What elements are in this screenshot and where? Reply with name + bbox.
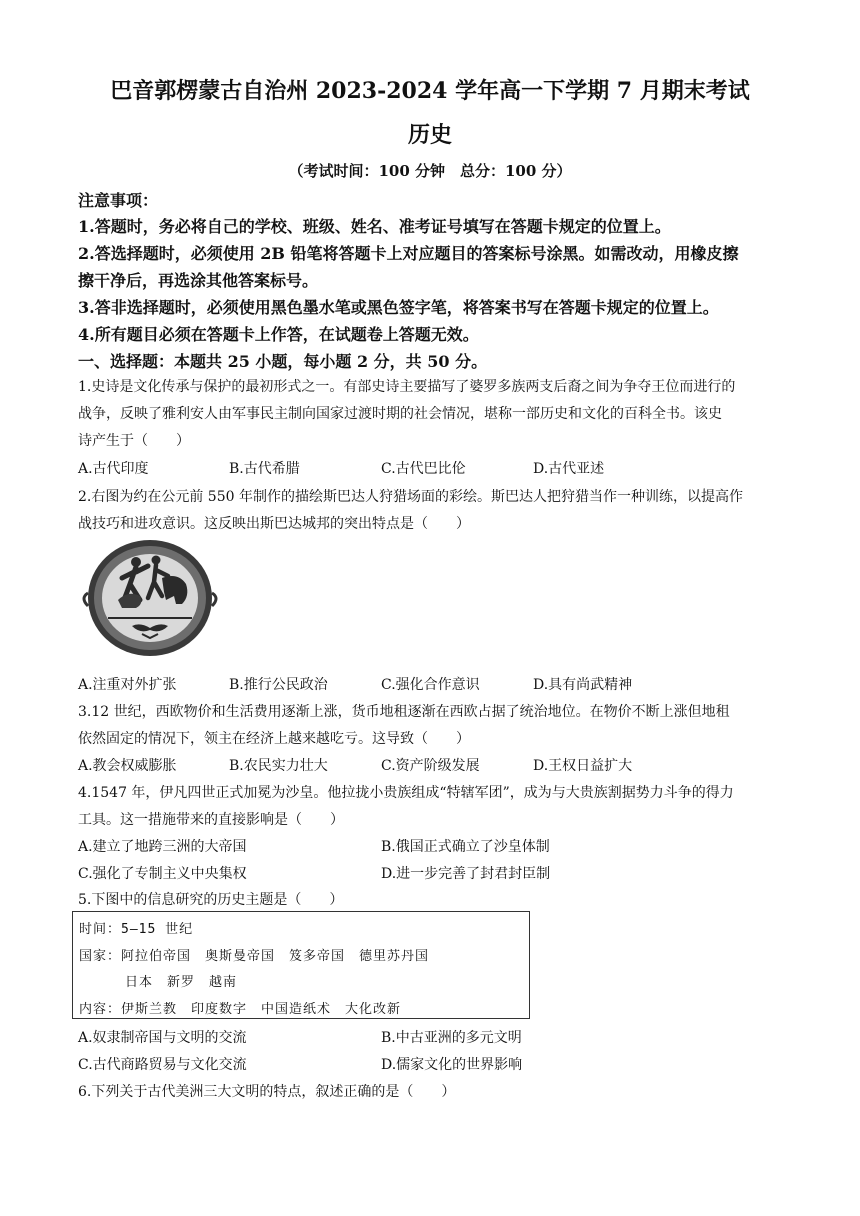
q4-line-2: 工具。这一措施带来的直接影响是（ ） — [78, 812, 344, 828]
q1-line-2: 战争，反映了雅利安人由军事民主制向国家过渡时期的社会情况，堪称一部历史和文化的百科全书。该史 — [78, 406, 722, 422]
q1-option-b: B.古代希腊 — [229, 461, 300, 477]
q5-info-box — [72, 911, 530, 1019]
exam-info: （考试时间：100 分钟 总分：100 分） — [288, 162, 572, 180]
section-1-heading: 一、选择题：本题共 25 小题，每小题 2 分，共 50 分。 — [78, 352, 488, 371]
q5-box-content: 内容：伊斯兰教 印度数字 中国造纸术 大化改新 — [79, 1002, 402, 1017]
q5-line-1: 5.下图中的信息研究的历史主题是（ ） — [78, 892, 344, 908]
q3-option-d: D.王权日益扩大 — [533, 758, 633, 774]
q3-line-1: 3.12 世纪，西欧物价和生活费用逐渐上涨，货币地租逐渐在西欧占据了统治地位。在物价不断上涨但地租 — [78, 704, 730, 720]
q2-line-1: 2.右图为约在公元前 550 年制作的描绘斯巴达人狩猎场面的彩绘。斯巴达人把狩猎当作一种训练，以提高作 — [78, 489, 743, 505]
notice-item-4: 4.所有题目必须在答题卡上作答，在试题卷上答题无效。 — [78, 325, 479, 344]
q3-line-2: 依然固定的情况下，领主在经济上越来越吃亏。这导致（ ） — [78, 731, 470, 747]
q3-option-c: C.资产阶级发展 — [381, 758, 480, 774]
q5-option-d: D.儒家文化的世界影响 — [381, 1057, 523, 1073]
q3-option-b: B.农民实力壮大 — [229, 758, 328, 774]
q5-option-a: A.奴隶制帝国与文明的交流 — [78, 1030, 247, 1046]
q6-line-1: 6.下列关于古代美洲三大文明的特点，叙述正确的是（ ） — [78, 1084, 456, 1100]
notice-item-1: 1.答题时，务必将自己的学校、班级、姓名、准考证号填写在答题卡规定的位置上。 — [78, 217, 671, 236]
q2-line-2: 战技巧和进攻意识。这反映出斯巴达城邦的突出特点是（ ） — [78, 516, 470, 532]
exam-title: 巴音郭楞蒙古自治州 2023-2024 学年高一下学期 7 月期末考试 — [110, 78, 750, 104]
q5-option-b: B.中古亚洲的多元文明 — [381, 1030, 522, 1046]
notice-item-2a: 2.答选择题时，必须使用 2B 铅笔将答题卡上对应题目的答案标号涂黑。如需改动，用橡皮擦 — [78, 244, 739, 263]
q5-option-c: C.古代商路贸易与文化交流 — [78, 1057, 247, 1073]
q3-option-a: A.教会权威膨胀 — [78, 758, 177, 774]
q5-box-time: 时间：5—15 世纪 — [79, 922, 194, 937]
notice-item-3: 3.答非选择题时，必须使用黑色墨水笔或黑色签字笔，将答案书写在答题卡规定的位置上。 — [78, 298, 719, 317]
q2-option-c: C.强化合作意识 — [381, 677, 480, 693]
spartan-hunting-painting — [78, 538, 222, 658]
q1-line-3: 诗产生于（ ） — [78, 433, 190, 449]
q2-option-b: B.推行公民政治 — [229, 677, 328, 693]
q4-option-d: D.进一步完善了封君封臣制 — [381, 866, 551, 882]
q4-option-a: A.建立了地跨三洲的大帝国 — [78, 839, 247, 855]
q4-line-1: 4.1547 年，伊凡四世正式加冕为沙皇。他拉拢小贵族组成“特辖军团”，成为与大贵族割据势力斗争的得力 — [78, 785, 734, 801]
q1-line-1: 1.史诗是文化传承与保护的最初形式之一。有部史诗主要描写了婆罗多族两支后裔之间为争夺王位而进行的 — [78, 379, 736, 395]
q1-option-a: A.古代印度 — [78, 461, 149, 477]
q1-option-c: C.古代巴比伦 — [381, 461, 466, 477]
subject-title: 历史 — [407, 122, 452, 148]
q2-option-a: A.注重对外扩张 — [78, 677, 177, 693]
notice-heading: 注意事项： — [78, 191, 159, 210]
notice-item-2b: 擦干净后，再选涂其他答案标号。 — [78, 271, 319, 290]
q1-option-d: D.古代亚述 — [533, 461, 605, 477]
q2-option-d: D.具有尚武精神 — [533, 677, 633, 693]
q4-option-b: B.俄国正式确立了沙皇体制 — [381, 839, 550, 855]
q4-option-c: C.强化了专制主义中央集权 — [78, 866, 247, 882]
q5-box-countries-2: 日本 新罗 越南 — [125, 975, 238, 990]
q5-box-countries-1: 国家：阿拉伯帝国 奥斯曼帝国 笈多帝国 德里苏丹国 — [79, 949, 430, 964]
